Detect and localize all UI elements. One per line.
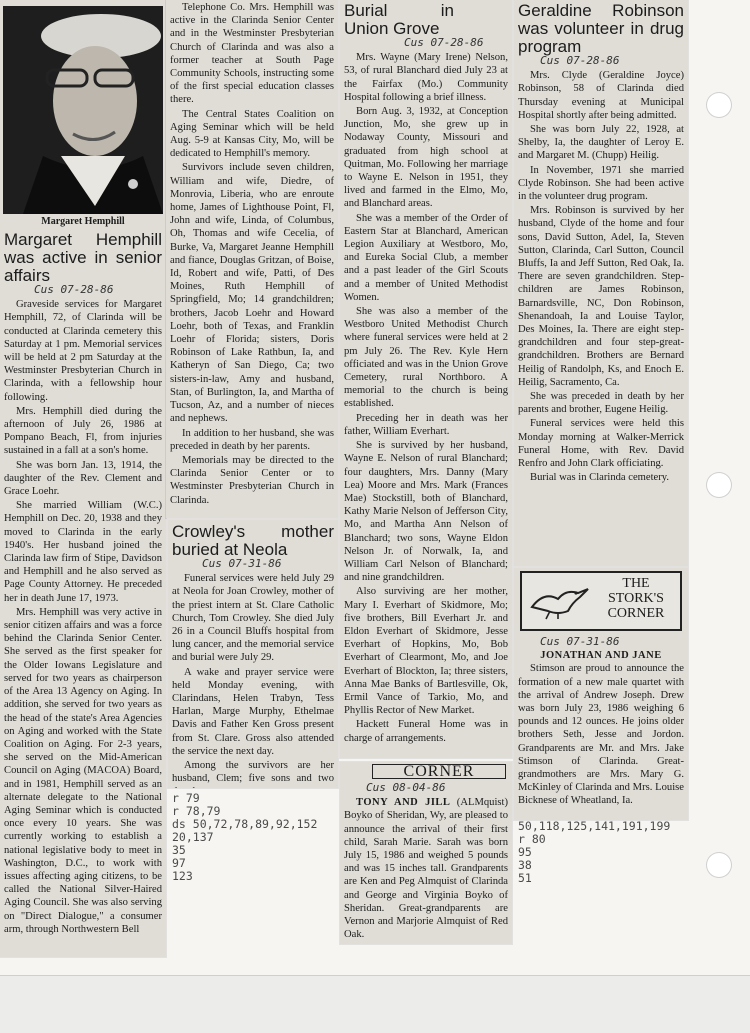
crowley-paragraph: Among the survivors are her husband, Clem; five sons and two bbox=[172, 760, 334, 785]
note-line: 38 bbox=[518, 858, 532, 872]
robinson-paragraph: Funeral services were held this Monday morning at Walker-Merrick Funeral Home, with Rev. David Renfro and John Clark officiating. bbox=[518, 418, 684, 470]
handwritten-notes-right bbox=[518, 820, 690, 885]
handwritten-notes-left bbox=[172, 792, 338, 883]
boyko-paragraph bbox=[344, 796, 508, 941]
note-line: 97 bbox=[172, 856, 186, 870]
logo-line: CORNER bbox=[607, 606, 665, 621]
stimson-paragraph: Stimson are proud to announce the formation of a new male quartet with the arrival of Andrew Joseph. Drew was born July 23, 1986 weighing 6 pounds and 12 ounces. He joins older brothers Seth, Jesse and Jordon. Grandparents are Mr. and Mrs. Jake Stimson of Clarinda. Great-grandmothers are Mrs. Mary G. McKinley of Clarinda and Mrs. Louise Bicknese of Wheatland, Ia. bbox=[518, 663, 684, 807]
hemphill-paragraph: Survivors include seven children, William and wife, Diedre, of Monrovia, Liberia, who are enroute home, James of Lighthouse Point, Fl, John and wife, Linda, of Columbus, Oh, Thomas and wife Cecelia, of Burke, Va, Margaret Jeanne Hemphill and fiance, Douglas Gritzan, of Boise, Id, Robert and wife, Patti, of Des Moines, Ruth Hemphill of Springfield, Mo; 14 grandchildren; brothers, Jacob Loehr and Howard Loehr, both of Texas, and Franklin Loehr of Florida; sisters, Doris Robinson of Lake Rathbun, Ia, and Katheryn of San Diego, Ca; two sisters-in-law, Amy and husband, Stan, of Burlington, Ia, and Martha of Tucson, Az, and a number of nieces and nephews. bbox=[170, 162, 334, 425]
nelson-paragraph: She is survived by her husband, Wayne E. Nelson of rural Blanchard; four daughters, Mrs. Danny (Mary Lea) Moore and Mrs. Mark (Frances Mae) Stockstill, both of Blanchard, Kathy Marie Nelson of Jefferson City, Mo, and Martha Ann Nelson of Blanchard; two sons, Wayne Eldon Nelson Jr. of Norwalk, Ia, and William Carl Nelson of Blanchard; and nine grandchildren. bbox=[344, 440, 508, 584]
nelson-paragraph: Mrs. Wayne (Mary Irene) Nelson, 53, of rural Blanchard died July 23 at the Fairfax (Mo.) Community Hospital following a brief illness. bbox=[344, 52, 508, 103]
nelson-headline: Burial in Union Grove bbox=[344, 1, 454, 38]
hemphill-headline: Margaret Hemphill was active in senior affairs bbox=[4, 230, 162, 285]
hemphill-paragraph: In addition to her husband, she was preceded in death by her parents. bbox=[170, 427, 334, 452]
storks-corner-logo bbox=[520, 571, 682, 631]
note-line: r 80 bbox=[518, 832, 546, 846]
nelson-paragraph: She was a member of the Order of Eastern Star at Blanchard, American Legion Auxiliary at Westboro, Mo, and Eureka Social Club, a member and a past leader of the Girl Scouts and a member of United Methodist Women. bbox=[344, 212, 508, 303]
binder-hole bbox=[706, 852, 732, 878]
binder-hole bbox=[706, 92, 732, 118]
hemphill-paragraph: She was born Jan. 13, 1914, the daughter of the Rev. Clement and Grace Loehr. bbox=[4, 459, 162, 498]
note-line: 95 bbox=[518, 845, 532, 859]
robinson-clipping bbox=[514, 0, 688, 566]
crowley-clipping bbox=[168, 520, 338, 788]
crowley-headline: Crowley's mother buried at Neola bbox=[172, 522, 334, 559]
nelson-paragraph: Preceding her in death was her father, William Everhart. bbox=[344, 412, 508, 437]
hemphill-paragraph: Telephone Co. Mrs. Hemphill was active in the Clarinda Senior Center and in the Westminster Presbyterian Church of Clarinda and was also a former teacher at South Page Community Schools, instructing some of the first special education classes there. bbox=[170, 2, 334, 106]
stork-icon bbox=[528, 581, 590, 621]
hemphill-continued-clipping bbox=[166, 0, 338, 518]
stimson-clipping bbox=[514, 568, 688, 820]
robinson-paragraph: Mrs. Robinson is survived by her husband, Clyde of the home and four sons, David Sutton, Adel, Ia, Steven Sutton, Clarinda, Carl Sutton, Council Bluffs, Ia and Jeff Sutton, Red Oak, Ia. There are seven grandchildren. Step-children are James Robinson, Barnardsville, NC, Don Robinson, Shenandoah, Ia and Louise Taylor, Des Moines, Ia. There are eight step-grandchildren and four step-great-grandchildren. Brothers are Bernard Heilig of Randolph, Ks, and Enoch E. Heilig, Sacramento, Ca. bbox=[518, 205, 684, 388]
note-line: ds 50,72,78,89,92,152 bbox=[172, 817, 318, 831]
portrait-image bbox=[3, 6, 163, 214]
logo-line: STORK'S bbox=[608, 591, 664, 606]
binder-hole bbox=[706, 472, 732, 498]
nelson-paragraph: She was also a member of the Westboro United Methodist Church where funeral services were held at 2 pm July 26. The Rev. Kyle Hern officiated and was in the Union Grove Cemetery, rural Northboro. A memorial to the church is being established. bbox=[344, 306, 508, 410]
crowley-paragraph: Funeral services were held July 29 at Neola for Joan Crowley, mother of the priest intern at St. Clare Catholic Church, Tom Crowley. She died July 26 in a Council Bluffs hospital from lung cancer, and the memorial service and burial were July 29. bbox=[172, 573, 334, 664]
note-line: r 78,79 bbox=[172, 804, 221, 818]
robinson-paragraph: She was preceded in death by her parents and brother, Eugene Heilig. bbox=[518, 391, 684, 416]
boyko-text: (ALMquist) Boyko of Sheridan, Wy, are pleased to announce the arrival of their first child, Sarah Marie. Sarah was born July 15, 1986 and weighed 5 pounds and was 15 inches tall. Grandparents are Ken and Peg Almquist of Clarinda and George and Virginia Boyko of Sheridan. Great-grandparents are Vernon and Marjorie Almquist of Red Oak. bbox=[344, 797, 508, 941]
boyko-names: TONY AND JILL bbox=[356, 797, 451, 809]
robinson-paragraph: She was born July 22, 1928, at Shelby, Ia, the daughter of Leroy E. and Margaret M. (Chupp) Heilig. bbox=[518, 124, 684, 162]
hemphill-paragraph: Mrs. Hemphill was very active in senior citizen affairs and was a force behind the Clarinda Senior Center. She served as the first speaker for the Older Iowans Legislature and served for two years as chairperson of the Area 13 Agency on Aging. In addition, she served for two years as the head of the state's Area Agencies on Aging and worked with the State Coalition on Aging. For 2-3 years, she served on the Mid-American Council on Aging (MACOA) Board, and in 1981, Hemphill served as an alternate delegate to the National Aging Seminar which is conducted once every 10 years. She was currently working to establish a national legislative body to meet in Washington, D.C., to work with issues affecting aging citizens, to be called the National Silver-Haired Aging Council. She was also serving on "Direct Dialogue," a consumer arm, through Northwestern Bell bbox=[4, 606, 162, 935]
note-line: 20,137 bbox=[172, 830, 214, 844]
robinson-paragraph: In November, 1971 she married Clyde Robinson. She had been active in the volunteer drug program. bbox=[518, 164, 684, 203]
hemphill-photo bbox=[3, 6, 163, 214]
nelson-paragraph: Hackett Funeral Home was in charge of arrangements. bbox=[344, 719, 508, 744]
robinson-paragraph: Mrs. Clyde (Geraldine Joyce) Robinson, 58 of Clarinda died Thursday evening at Municipal Hospital shortly after being admitted. bbox=[518, 70, 684, 121]
hemphill-paragraph: The Central States Coalition on Aging Seminar which will be held Aug. 5-9 at Kansas City, Mo, will be dedicated to Hemphill's memory. bbox=[170, 108, 334, 160]
hemphill-dateline: Cus 07-28-86 bbox=[34, 283, 114, 296]
crowley-paragraph: A wake and prayer service were held Monday evening, with Clarindans, Helen Trabyn, Tess Harlan, Marge Murphy, Ethelmae Davis and Father Ken Gross present from St. Clare. Gross also attended the service the next day. bbox=[172, 666, 334, 757]
boyko-clipping bbox=[340, 762, 512, 944]
crowley-dateline: Cus 07-31-86 bbox=[202, 557, 282, 570]
robinson-dateline: Cus 07-28-86 bbox=[540, 54, 620, 67]
logo-line: THE bbox=[622, 576, 650, 591]
hemphill-paragraph: Mrs. Hemphill died during the afternoon of July 26, 1986 at Pompano Beach, Fl, from injuries sustained in a fall at a son's home. bbox=[4, 405, 162, 457]
note-line: 123 bbox=[172, 869, 193, 883]
corner-banner: CORNER bbox=[372, 764, 506, 779]
robinson-headline: Geraldine Robinson was volunteer in drug program bbox=[518, 1, 684, 56]
stimson-dateline: Cus 07-31-86 bbox=[540, 635, 620, 648]
note-line: 51 bbox=[518, 871, 532, 885]
stimson-names: JONATHAN AND JANE bbox=[540, 650, 662, 662]
hemphill-paragraph: Memorials may be directed to the Clarinda Senior Center or to Westminster Presbyterian Church in Clarinda. bbox=[170, 454, 334, 506]
hemphill-paragraph: Graveside services for Margaret Hemphill, 72, of Clarinda will be conducted at Clarinda cemetery this Saturday at 1 pm. Memorial services will be held at 2 pm Saturday at the Westminster Presbyterian Church in Clarinda, with a fellowship hour following. bbox=[4, 299, 162, 403]
nelson-paragraph: Also surviving are her mother, Mary I. Everhart of Skidmore, Mo; five brothers, Bill Everhart Jr. and Eldon Everhart of Skidmore, Jesse Everhart of Hopkins, Mo, Bob Everhart of Clearmont, Mo, and Joe Everhart of Blockton, Ia; three sisters, Anna Mae Banks of Bartlesville, Ok, Ermil Vance of Tarkio, Mo, and Phyllis Rector of New Market. bbox=[344, 586, 508, 717]
note-line: 50,118,125,141,191,199 bbox=[518, 819, 671, 833]
nelson-paragraph: Born Aug. 3, 1932, at Conception Junction, Mo, she grew up in Nodaway County, Missouri and graduated from high school at Quitman, Mo. Following her marriage to Wayne E. Nelson in 1951, they lived and farmed in the Elmo, Mo, and Blanchard areas. bbox=[344, 106, 508, 210]
robinson-paragraph: Burial was in Clarinda cemetery. bbox=[530, 472, 670, 484]
boyko-dateline: Cus 08-04-86 bbox=[366, 781, 446, 794]
photo-caption: Margaret Hemphill bbox=[41, 216, 125, 227]
note-line: 35 bbox=[172, 843, 186, 857]
hemphill-clipping bbox=[0, 0, 166, 957]
hemphill-paragraph: She married William (W.C.) Hemphill on Dec. 20, 1938 and they moved to Clarinda in the early 1940's. Her husband joined the Clarinda law firm of Stipe, Davidson and Hemphill and he also served as Page County Attorney. He preceded her in death June 17, 1973. bbox=[4, 500, 162, 604]
nelson-clipping bbox=[340, 0, 512, 758]
nelson-dateline: Cus 07-28-86 bbox=[404, 36, 484, 49]
note-line: r 79 bbox=[172, 791, 200, 805]
